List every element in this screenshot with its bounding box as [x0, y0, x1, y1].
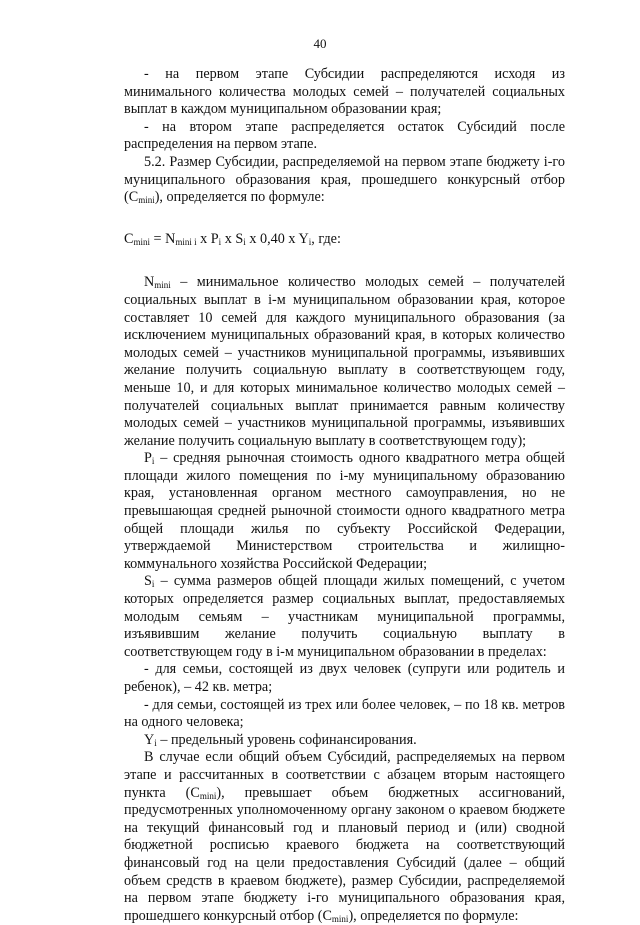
definition-nmini: $N_{mini}$ – минимальное количество молодых семей – получателей социальных выплат в i-м муниципальном образовании края, которое составляет 10 семей для каждого муниципального образования (за исключением муниципальных образований края, в которых количество молодых семей – участников муниципальной программы, изъявивших желание получить социальную выплату в соответствующем году, меньше 10, и для которых минимальное количество молодых семей – получателей социальных выплат принимается равным количеству молодых семей – участников муниципальной программы, изъявивших желание получить социальную выплату в соответствующем году);	[124, 274, 565, 449]
definition-si: $S_i$ – сумма размеров общей площади жилых помещений, с учетом которых определяется размер социальных выплат, предоставляемых молодым семьям – участникам муниципальной программы, изъявившим желание получить социальную выплату в соответствующем году в i-м муниципальном образовании в пределах:	[124, 573, 565, 660]
paragraph-stage-two: - на втором этапе распределяется остаток Субсидий после распределения на первом этапе.	[124, 118, 565, 153]
page-number: 40	[313, 36, 327, 51]
document-body	[124, 66, 565, 925]
limit-three-persons: - для семьи, состоящей из трех или более человек, – по 18 кв. метров на одного человека;	[124, 696, 565, 731]
limit-two-persons: - для семьи, состоящей из двух человек (супруги или родитель и ребенок), – 42 кв. метра;	[124, 661, 565, 695]
formula-cmini: $C_{mini} = N_{mini i}$ x $P_i$ x $S_i$ x 0,40 x $Y_i$, где:	[124, 230, 341, 247]
definition-yi: $Y_i$ – предельный уровень софинансирования.	[144, 731, 417, 748]
paragraph-stage-one: - на первом этапе Субсидии распределяются исходя из минимального количества молодых семей – получателей социальных выплат в каждом муниципальном образовании края;	[124, 66, 565, 118]
definition-pi: $P_i$ – средняя рыночная стоимость одного квадратного метра общей площади жилого помещения по i-му муниципальному образованию края, установленная органом местного самоуправления, но не превышающая средней рыночной стоимости одного квадратного метра общей площади жилья по субъекту Российской Федерации, утверждаемой Министерством строительства и жилищно-коммунального хозяйства Российской Федерации;	[124, 450, 565, 572]
paragraph-excess-case: В случае если общий объем Субсидий, распределяемых на первом этапе и рассчитанных в соответствии с абзацем вторым настоящего пункта $(C_{mini})$, превышает объем бюджетных ассигнований, предусмотренных уполномоченному органу законом о краевом бюджете на текущий финансовый год и плановый период и (или) сводной бюджетной росписью краевого бюджета на соответствующий финансовый год на цели предоставления Субсидий (далее – общий объем средств в краевом бюджете), размер Субсидии, распределяемой на первом этапе бюджету i-го муниципального образования края, прошедшего конкурсный отбор $(C_{mini})$, определяется по формуле:	[124, 749, 566, 924]
paragraph-5-2: 5.2. Размер Субсидии, распределяемой на первом этапе бюджету i-го муниципального образования края, прошедшего конкурсный отбор $(C_{mini})$, определяется по формуле:	[124, 153, 565, 206]
